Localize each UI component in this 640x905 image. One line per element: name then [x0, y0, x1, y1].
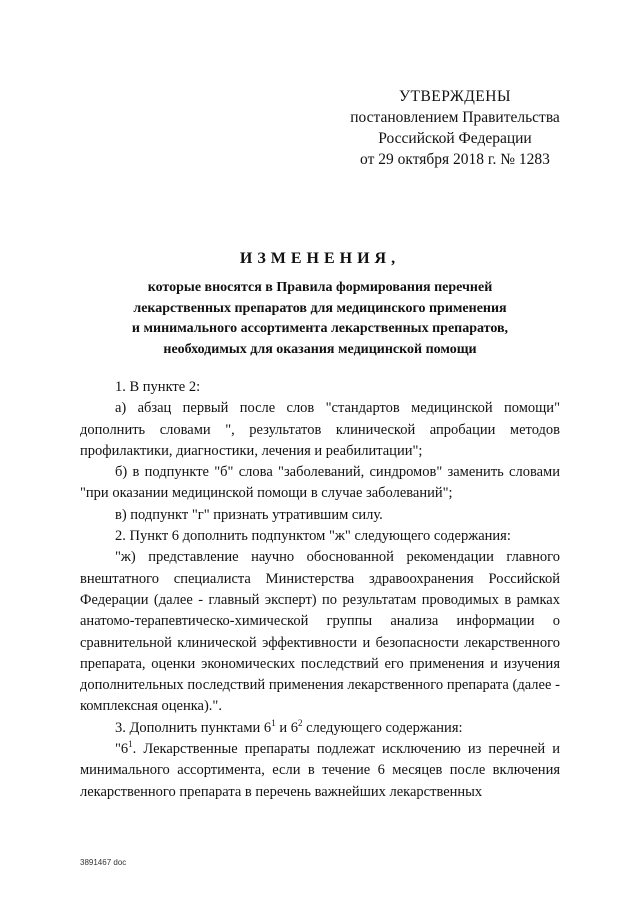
- heading-subtitle-line: которые вносятся в Правила формирования перечней: [147, 280, 493, 295]
- superscript: 1: [128, 739, 133, 750]
- document-body: [80, 377, 560, 803]
- paragraph-3-mid: и 6: [275, 719, 298, 736]
- heading-title: ИЗМЕНЕНИЯ,: [239, 250, 401, 267]
- paragraph-3: [80, 718, 560, 739]
- approval-line: постановлением Правительства: [350, 109, 560, 126]
- paragraph-3-lead: 3. Дополнить пунктами 6: [115, 719, 272, 736]
- paragraph-6-1-text: . Лекарственные препараты подлежат исключению из перечней и минимального ассортимента, если в течение 6 месяцев после включения лекарственного препарата в перечень важнейших лекарственных: [80, 741, 560, 800]
- heading-subtitle-line: лекарственных препаратов для медицинского применения: [133, 300, 507, 316]
- paragraph-6-1: [80, 739, 560, 803]
- paragraph-2: 2. Пункт 6 дополнить подпунктом "ж" следующего содержания:: [115, 528, 511, 545]
- superscript: 2: [297, 717, 303, 728]
- paragraph-6-1-lead: "6: [115, 741, 129, 758]
- superscript: 1: [271, 717, 276, 728]
- approval-line: Российской Федерации: [378, 130, 532, 147]
- paragraph-1a: а) абзац первый после слов "стандартов медицинской помощи" дополнить словами ", результатов клинической апробации методов профилактики, диагностики, лечения и реабилитации";: [80, 400, 560, 459]
- paragraph-3-tail: следующего содержания:: [302, 719, 463, 736]
- heading-subtitle-line: и минимального ассортимента лекарственных препаратов,: [131, 321, 509, 336]
- document-id-footer: 3891467 doc: [80, 858, 127, 867]
- approval-date-number: от 29 октября 2018 г. № 1283: [360, 151, 550, 168]
- approval-block: [330, 86, 580, 170]
- paragraph-1: 1. В пункте 2:: [115, 379, 201, 395]
- paragraph-1c: в) подпункт "г" признать утратившим силу.: [115, 506, 383, 523]
- paragraph-1b: б) в подпункте "б" слова "заболеваний, синдромов" заменить словами "при оказании медицинской помощи в случае заболеваний";: [80, 464, 560, 502]
- heading-subtitle-line: необходимых для оказания медицинской помощи: [163, 341, 477, 357]
- paragraph-2-zh: "ж) представление научно обоснованной рекомендации главного внештатного специалиста Министерства здравоохранения Российской Федерации (далее - главный эксперт) по результатам проводимых в рамках анатомо-терапевтическо-химической группы анализа информации о сравнительной клинической эффективности и безопасности лекарственного препарата, оценки экономических последствий его применения и изучения дополнительных последствий применения лекарственного препарата (далее - комплексная оценка).".: [80, 549, 560, 715]
- document-heading: [80, 250, 560, 360]
- approval-title: УТВЕРЖДЕНЫ: [399, 88, 511, 105]
